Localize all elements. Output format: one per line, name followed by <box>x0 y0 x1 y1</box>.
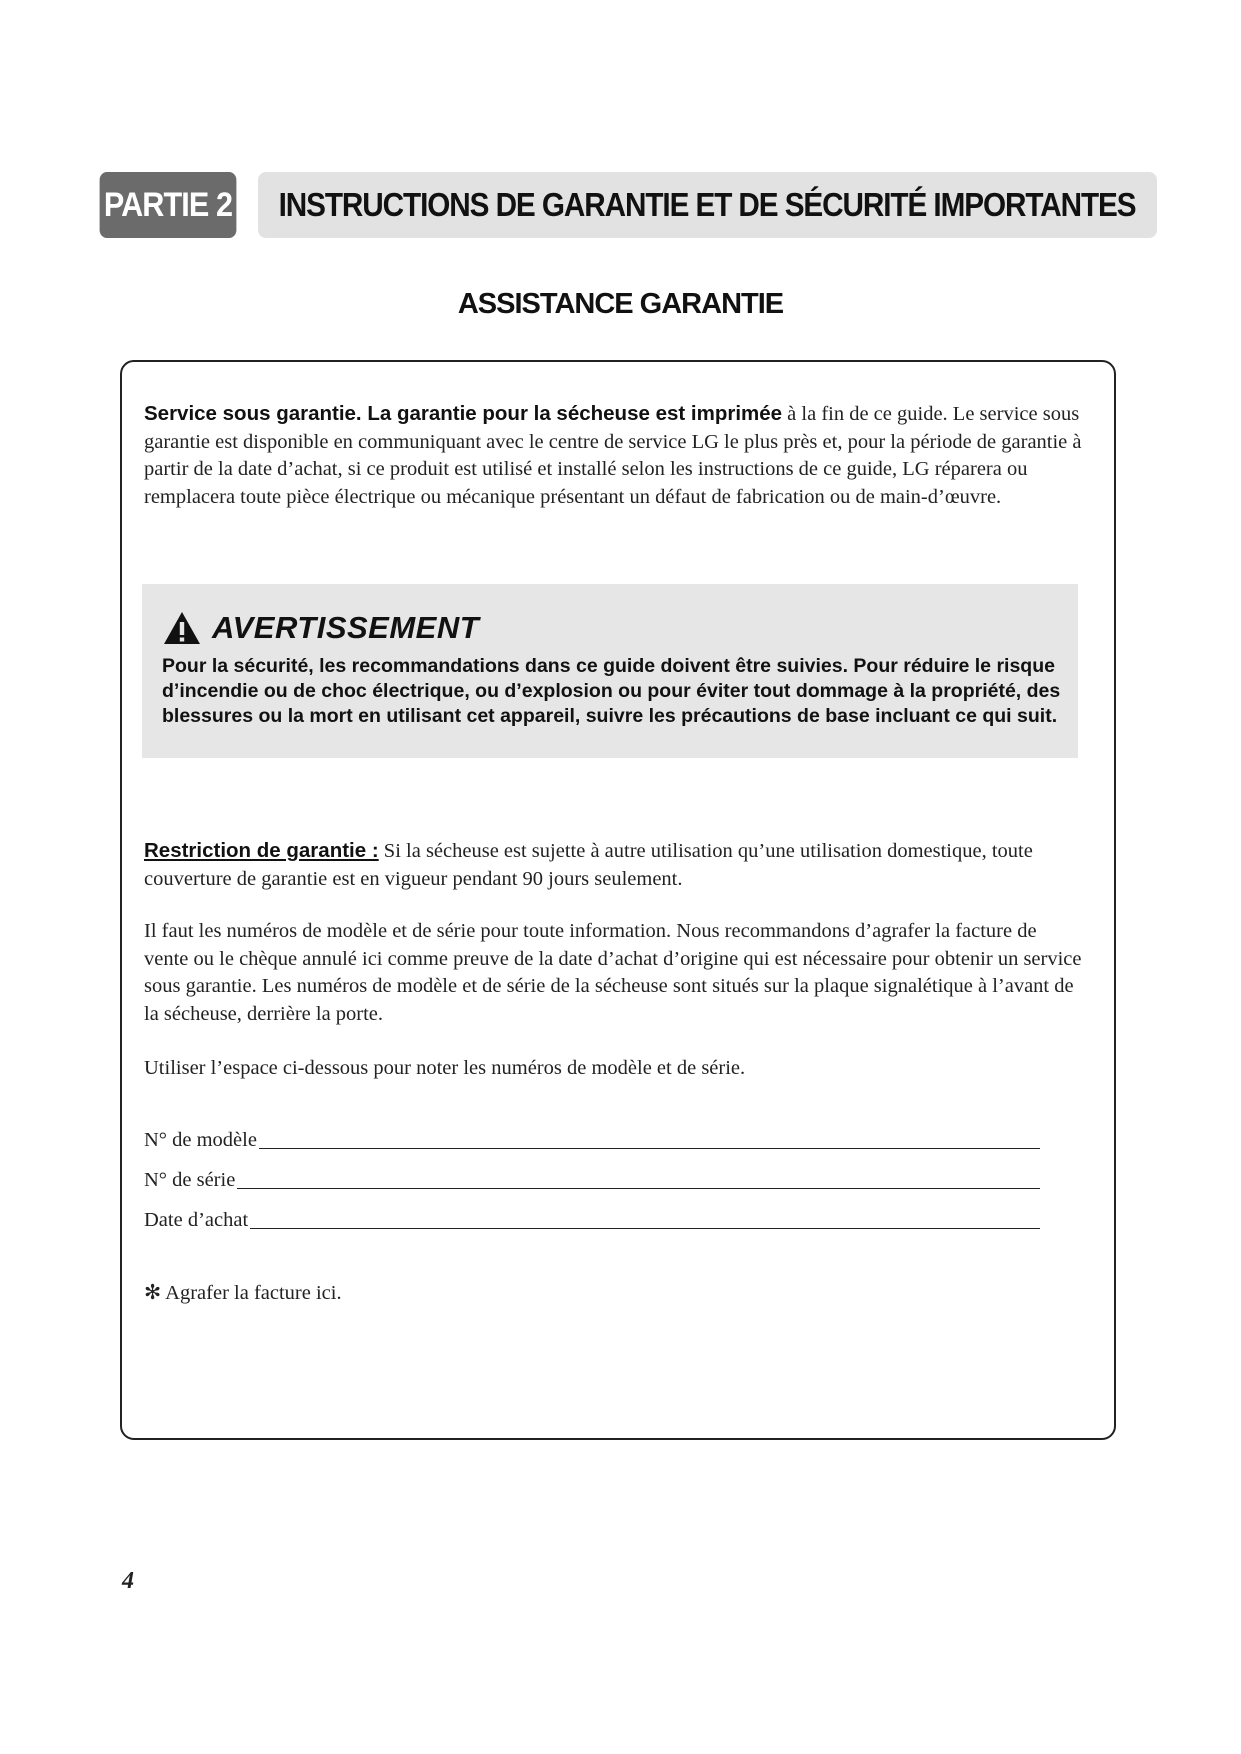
model-number-line <box>259 1148 1040 1149</box>
service-text: à la fin de ce guide. Le service sous garantie est disponible en communiquant avec le centre de service LG le plus près et, pour la période de garantie à partir de la date d’achat, si ce produit est utilisé et installé selon les instructions de ce guide, LG réparera ou remplacera toute pièce électrique ou mécanique présentant un défaut de fabrication ou de main-d’œuvre. <box>144 403 1082 508</box>
warning-header <box>162 610 479 646</box>
warning-title: AVERTISSEMENT <box>212 610 480 645</box>
staple-note: ✻ Agrafer la facture ici. <box>144 1282 342 1304</box>
service-paragraph <box>144 400 1084 511</box>
info-paragraph: Il faut les numéros de modèle et de série pour toute information. Nous recommandons d’agrafer la facture de vente ou le chèque annulé ici comme preuve de la date d’achat d’origine qui est nécessaire pour obtenir un service sous garantie. Les numéros de modèle et de série de la sécheuse sont situés sur la plaque signalétique à l’avant de la sécheuse, derrière la porte. <box>144 920 1082 1025</box>
warning-box <box>142 584 1078 758</box>
page-header <box>92 172 1157 238</box>
model-number-field <box>144 1122 1040 1152</box>
warranty-box <box>120 360 1116 1440</box>
use-space-text: Utiliser l’espace ci-dessous pour noter les numéros de modèle et de série. <box>144 1057 746 1079</box>
warning-triangle-icon <box>162 610 202 646</box>
part-label: PARTIE 2 <box>100 172 237 238</box>
restriction-text: Si la sécheuse est sujette à autre utilisation qu’une utilisation domestique, toute couverture de garantie est en vigueur pendant 90 jours seulement. <box>144 840 1033 890</box>
model-number-label: N° de modèle <box>144 1129 257 1151</box>
restriction-lead: Restriction de garantie : <box>144 839 379 862</box>
serial-number-label: N° de série <box>144 1169 236 1191</box>
restriction-paragraph <box>144 837 1084 893</box>
section-title: ASSISTANCE GARANTIE <box>457 288 784 320</box>
page-number: 4 <box>122 1568 134 1594</box>
serial-number-line <box>237 1188 1040 1189</box>
serial-number-field <box>144 1162 1040 1192</box>
purchase-date-label: Date d’achat <box>144 1209 249 1231</box>
purchase-date-field <box>144 1202 1040 1232</box>
page-title: INSTRUCTIONS DE GARANTIE ET DE SÉCURITÉ IMPORTANTES <box>279 186 1136 223</box>
service-lead: Service sous garantie. La garantie pour la sécheuse est imprimée <box>144 402 783 425</box>
purchase-date-line <box>250 1228 1040 1229</box>
warning-body: Pour la sécurité, les recommandations dans ce guide doivent être suivies. Pour réduire le risque d’incendie ou de choc électrique, ou d’explosion ou pour éviter tout dommage à la propriété, des blessures ou la mort en utilisant cet appareil, suivre les précautions de base incluant ce qui suit. <box>162 655 1061 727</box>
title-bar <box>258 172 1157 238</box>
